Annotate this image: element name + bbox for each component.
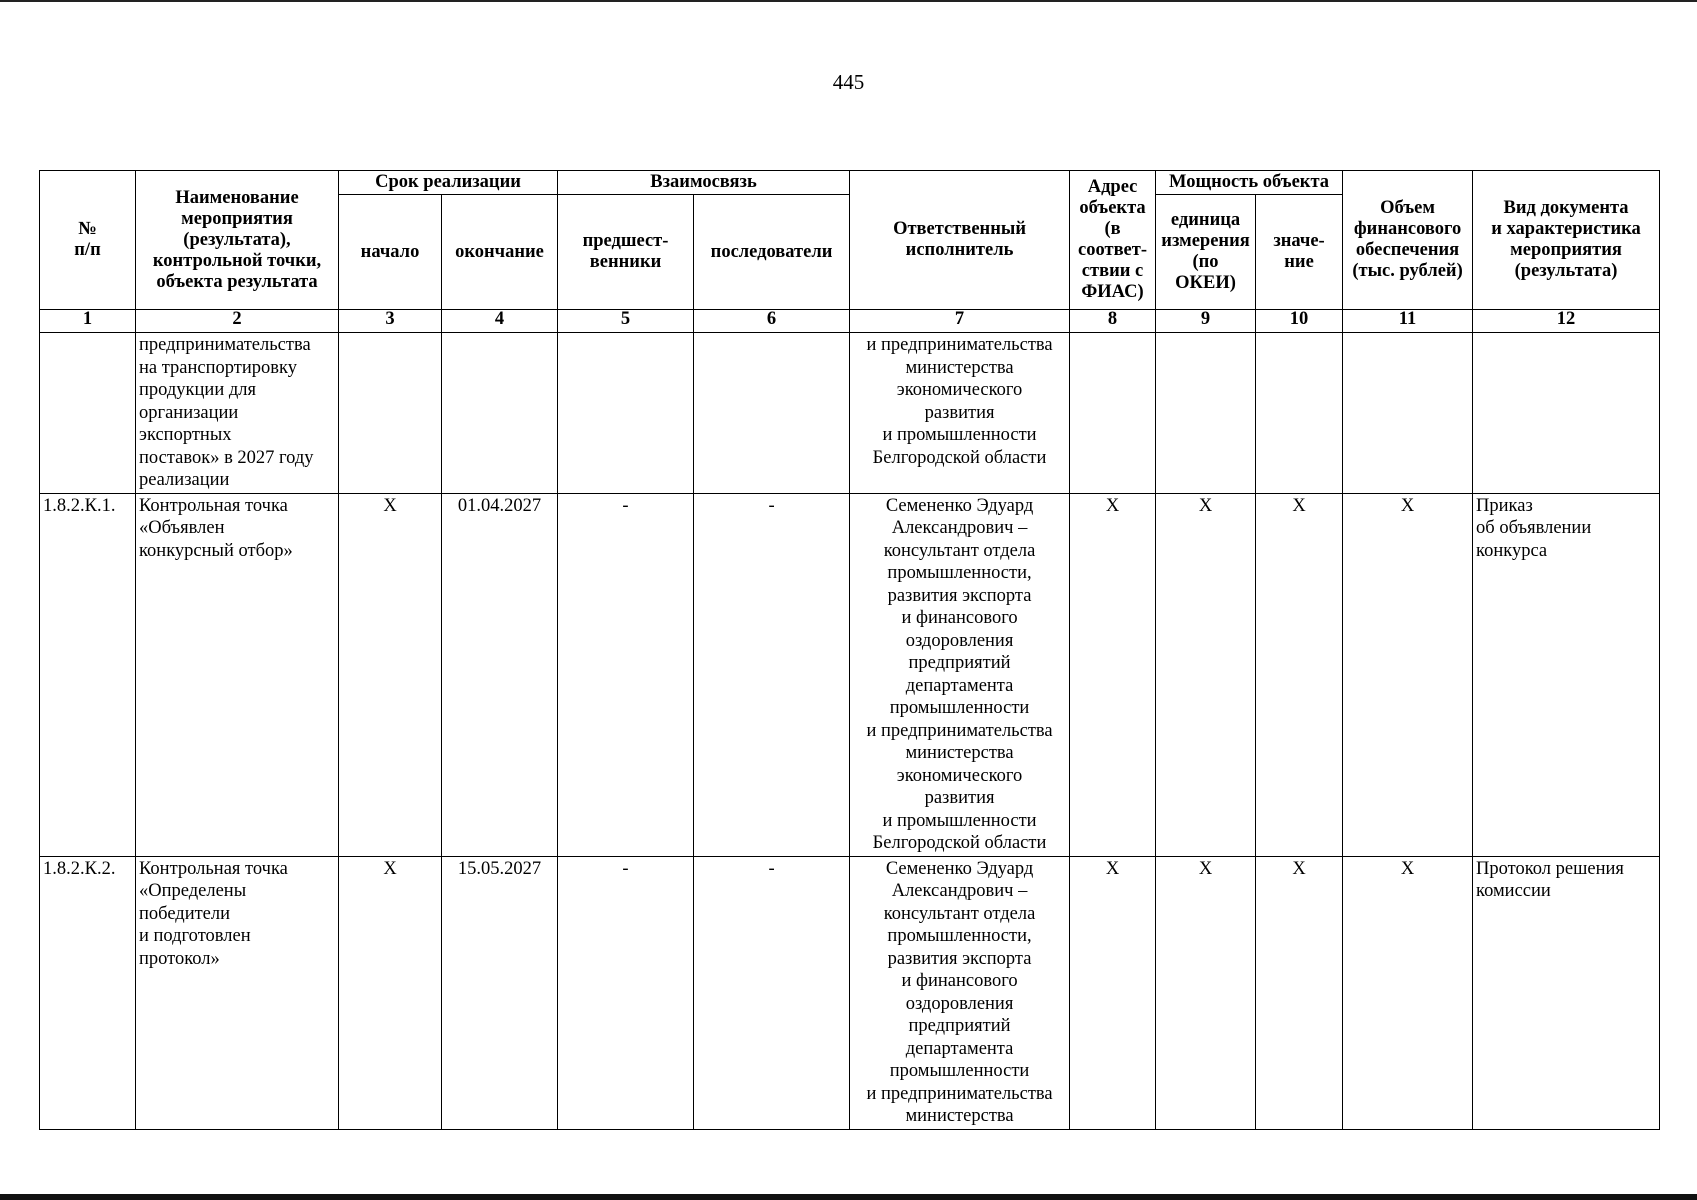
row-responsible: Семененко Эдуард Александрович – консультант отдела промышленности, развития экспорта и финансового оздоровления предприятий департамента промышленности и предпринимательства министерства bbox=[850, 856, 1070, 1129]
header-predecessors: предшест- венники bbox=[558, 195, 694, 310]
header-successors: последователи bbox=[694, 195, 850, 310]
row-address: Х bbox=[1070, 856, 1156, 1129]
header-end: окончание bbox=[442, 195, 558, 310]
header-no: № п/п bbox=[40, 171, 136, 310]
header-row-1 bbox=[40, 171, 1660, 195]
row-address bbox=[1070, 333, 1156, 494]
column-number: 9 bbox=[1156, 310, 1256, 333]
header-start: начало bbox=[339, 195, 442, 310]
column-number: 4 bbox=[442, 310, 558, 333]
row-address: Х bbox=[1070, 493, 1156, 856]
header-name: Наименование мероприятия (результата), контрольной точки, объекта результата bbox=[136, 171, 339, 310]
table-header bbox=[40, 171, 1660, 333]
row-unit: Х bbox=[1156, 493, 1256, 856]
row-value: Х bbox=[1256, 493, 1343, 856]
header-term-group: Срок реализации bbox=[339, 171, 558, 195]
header-responsible: Ответственный исполнитель bbox=[850, 171, 1070, 310]
row-predecessors bbox=[558, 333, 694, 494]
column-number: 1 bbox=[40, 310, 136, 333]
row-financing: Х bbox=[1343, 856, 1473, 1129]
row-end bbox=[442, 333, 558, 494]
row-unit bbox=[1156, 333, 1256, 494]
row-name: предпринимательства на транспортировку продукции для организации экспортных поставок» в 2027 году реализации bbox=[136, 333, 339, 494]
header-financing: Объем финансового обеспечения (тыс. рублей) bbox=[1343, 171, 1473, 310]
row-start bbox=[339, 333, 442, 494]
column-number: 6 bbox=[694, 310, 850, 333]
top-rule bbox=[0, 0, 1697, 2]
header-document: Вид документа и характеристика мероприятия (результата) bbox=[1473, 171, 1660, 310]
header-link-group: Взаимосвязь bbox=[558, 171, 850, 195]
row-number bbox=[40, 333, 136, 494]
page-number: 445 bbox=[832, 70, 865, 94]
row-successors bbox=[694, 333, 850, 494]
table-body bbox=[40, 333, 1660, 1130]
column-number-row bbox=[40, 310, 1660, 333]
bottom-rule bbox=[0, 1194, 1697, 1200]
row-predecessors: - bbox=[558, 856, 694, 1129]
row-document: Приказ об объявлении конкурса bbox=[1473, 493, 1660, 856]
row-successors: - bbox=[694, 856, 850, 1129]
table-row bbox=[40, 856, 1660, 1129]
row-responsible: Семененко Эдуард Александрович – консультант отдела промышленности, развития экспорта и финансового оздоровления предприятий департамента промышленности и предпринимательства министерства экономического развития и промышленности Белгородской области bbox=[850, 493, 1070, 856]
row-start: Х bbox=[339, 493, 442, 856]
row-start: Х bbox=[339, 856, 442, 1129]
column-number: 7 bbox=[850, 310, 1070, 333]
column-number: 8 bbox=[1070, 310, 1156, 333]
row-predecessors: - bbox=[558, 493, 694, 856]
plan-table bbox=[39, 170, 1660, 1130]
row-responsible: и предпринимательства министерства экономического развития и промышленности Белгородской области bbox=[850, 333, 1070, 494]
column-number: 3 bbox=[339, 310, 442, 333]
header-power-group: Мощность объекта bbox=[1156, 171, 1343, 195]
row-financing: Х bbox=[1343, 493, 1473, 856]
header-unit: единица измерения (по ОКЕИ) bbox=[1156, 195, 1256, 310]
column-number: 5 bbox=[558, 310, 694, 333]
table-row bbox=[40, 333, 1660, 494]
row-unit: Х bbox=[1156, 856, 1256, 1129]
header-address: Адрес объекта (в соответ- ствии с ФИАС) bbox=[1070, 171, 1156, 310]
row-financing bbox=[1343, 333, 1473, 494]
row-document bbox=[1473, 333, 1660, 494]
row-name: Контрольная точка «Объявлен конкурсный отбор» bbox=[136, 493, 339, 856]
row-end: 15.05.2027 bbox=[442, 856, 558, 1129]
row-number: 1.8.2.К.1. bbox=[40, 493, 136, 856]
row-document: Протокол решения комиссии bbox=[1473, 856, 1660, 1129]
column-number: 11 bbox=[1343, 310, 1473, 333]
column-number: 2 bbox=[136, 310, 339, 333]
row-number: 1.8.2.К.2. bbox=[40, 856, 136, 1129]
row-successors: - bbox=[694, 493, 850, 856]
column-number: 12 bbox=[1473, 310, 1660, 333]
table-row bbox=[40, 493, 1660, 856]
header-value: значе- ние bbox=[1256, 195, 1343, 310]
row-name: Контрольная точка «Определены победители и подготовлен протокол» bbox=[136, 856, 339, 1129]
column-number: 10 bbox=[1256, 310, 1343, 333]
row-value: Х bbox=[1256, 856, 1343, 1129]
row-value bbox=[1256, 333, 1343, 494]
row-end: 01.04.2027 bbox=[442, 493, 558, 856]
